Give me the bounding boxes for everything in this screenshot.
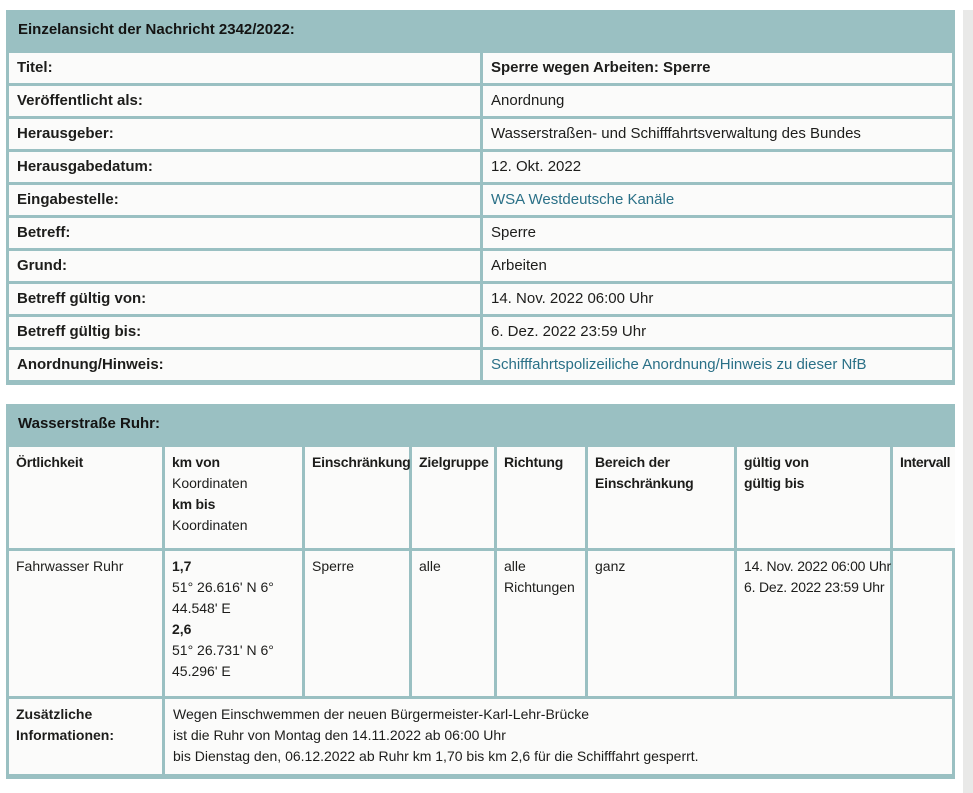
header-line: Bereich der <box>595 454 670 470</box>
cell-gueltig <box>737 551 890 696</box>
vertical-scrollbar[interactable] <box>963 10 973 793</box>
col-km-header <box>165 447 302 548</box>
waterway-table <box>6 444 955 779</box>
col-richtung-header <box>497 447 585 548</box>
col-einschraenkung-header <box>305 447 409 548</box>
waterway-header-row <box>9 447 952 548</box>
header-line: gültig bis <box>744 475 805 491</box>
table-row <box>9 185 952 215</box>
notice-detail-title: Einzelansicht der Nachricht 2342/2022: <box>18 21 295 38</box>
cell-zielgruppe <box>412 551 494 696</box>
cell-oertlichkeit <box>9 551 162 696</box>
additional-info-line: Wegen Einschwemmen der neuen Bürgermeister-Karl-Lehr-Brücke <box>173 706 590 722</box>
additional-info-row <box>9 699 952 774</box>
header-line: Einschränkung <box>595 475 694 491</box>
col-zielgruppe-header <box>412 447 494 548</box>
row-label: Veröffentlicht als: <box>9 86 480 116</box>
row-label: Herausgabedatum: <box>9 152 480 182</box>
cell-line: 44.548' E <box>172 600 231 616</box>
table-row <box>9 251 952 281</box>
table-row <box>9 218 952 248</box>
row-label: Betreff gültig bis: <box>9 317 480 347</box>
waterway-title: Wasserstraße Ruhr: <box>18 415 160 432</box>
row-label: Anordnung/Hinweis: <box>9 350 480 380</box>
cell-line: 45.296' E <box>172 663 231 679</box>
col-intervall-header <box>893 447 955 548</box>
cell-km <box>165 551 302 696</box>
waterway-data-row <box>9 551 952 696</box>
cell-line: 14. Nov. 2022 06:00 Uhr <box>744 558 891 574</box>
header-line: Intervall <box>900 454 951 470</box>
row-label: Herausgeber: <box>9 119 480 149</box>
row-value: 12. Okt. 2022 <box>483 152 952 182</box>
cell-intervall <box>893 551 952 696</box>
row-value: Anordnung <box>483 86 952 116</box>
value-link[interactable]: Schifffahrtspolizeiliche Anordnung/Hinweis zu dieser NfB <box>491 356 867 373</box>
col-gueltig-header <box>737 447 890 548</box>
col-oertlichkeit-header <box>9 447 162 548</box>
cell-line: 6. Dez. 2022 23:59 Uhr <box>744 579 885 595</box>
cell-bereich-der-einschraenkung <box>588 551 734 696</box>
row-value <box>483 185 952 215</box>
header-line: Koordinaten <box>172 475 248 491</box>
table-row <box>9 284 952 314</box>
table-row <box>9 86 952 116</box>
table-row <box>9 350 952 380</box>
row-label: Titel: <box>9 53 480 83</box>
row-label: Eingabestelle: <box>9 185 480 215</box>
row-value: Sperre <box>483 218 952 248</box>
cell-line: 2,6 <box>172 621 192 637</box>
header-line: Einschränkung <box>312 454 411 470</box>
cell-line: 51° 26.731' N 6° <box>172 642 274 658</box>
cell-einschraenkung <box>305 551 409 696</box>
row-value: Sperre wegen Arbeiten: Sperre <box>483 53 952 83</box>
cell-richtung <box>497 551 585 696</box>
additional-info-line: bis Dienstag den, 06.12.2022 ab Ruhr km 1,70 bis km 2,6 für die Schifffahrt gesperrt. <box>173 748 699 764</box>
header-line: Zielgruppe <box>419 454 489 470</box>
table-row <box>9 119 952 149</box>
cell-line: Fahrwasser Ruhr <box>16 558 124 574</box>
additional-info-value <box>165 699 952 774</box>
table-row <box>9 317 952 347</box>
row-label: Betreff: <box>9 218 480 248</box>
cell-line: Richtungen <box>504 579 575 595</box>
cell-line: alle <box>419 558 441 574</box>
row-label: Grund: <box>9 251 480 281</box>
additional-info-label: Zusätzliche Informationen: <box>9 699 162 774</box>
header-line: Koordinaten <box>172 517 248 533</box>
cell-line: ganz <box>595 558 626 574</box>
row-label: Betreff gültig von: <box>9 284 480 314</box>
header-line: gültig von <box>744 454 809 470</box>
header-line: Richtung <box>504 454 564 470</box>
header-line: Örtlichkeit <box>16 454 84 470</box>
row-value <box>483 350 952 380</box>
row-value: 14. Nov. 2022 06:00 Uhr <box>483 284 952 314</box>
table-row <box>9 53 952 83</box>
header-line: km bis <box>172 496 216 512</box>
cell-line: 1,7 <box>172 558 192 574</box>
value-link[interactable]: WSA Westdeutsche Kanäle <box>491 191 675 208</box>
notice-detail-section <box>6 10 955 385</box>
table-row <box>9 152 952 182</box>
header-line: km von <box>172 454 220 470</box>
row-value: Wasserstraßen- und Schifffahrtsverwaltung des Bundes <box>483 119 952 149</box>
row-value: 6. Dez. 2022 23:59 Uhr <box>483 317 952 347</box>
waterway-section <box>6 404 955 779</box>
cell-line: alle <box>504 558 526 574</box>
cell-line: Sperre <box>312 558 355 574</box>
notice-detail-table <box>6 50 955 385</box>
cell-line: 51° 26.616' N 6° <box>172 579 274 595</box>
additional-info-line: ist die Ruhr von Montag den 14.11.2022 ab 06:00 Uhr <box>173 727 506 743</box>
col-bereich-der-einschraenkung-header <box>588 447 734 548</box>
row-value: Arbeiten <box>483 251 952 281</box>
